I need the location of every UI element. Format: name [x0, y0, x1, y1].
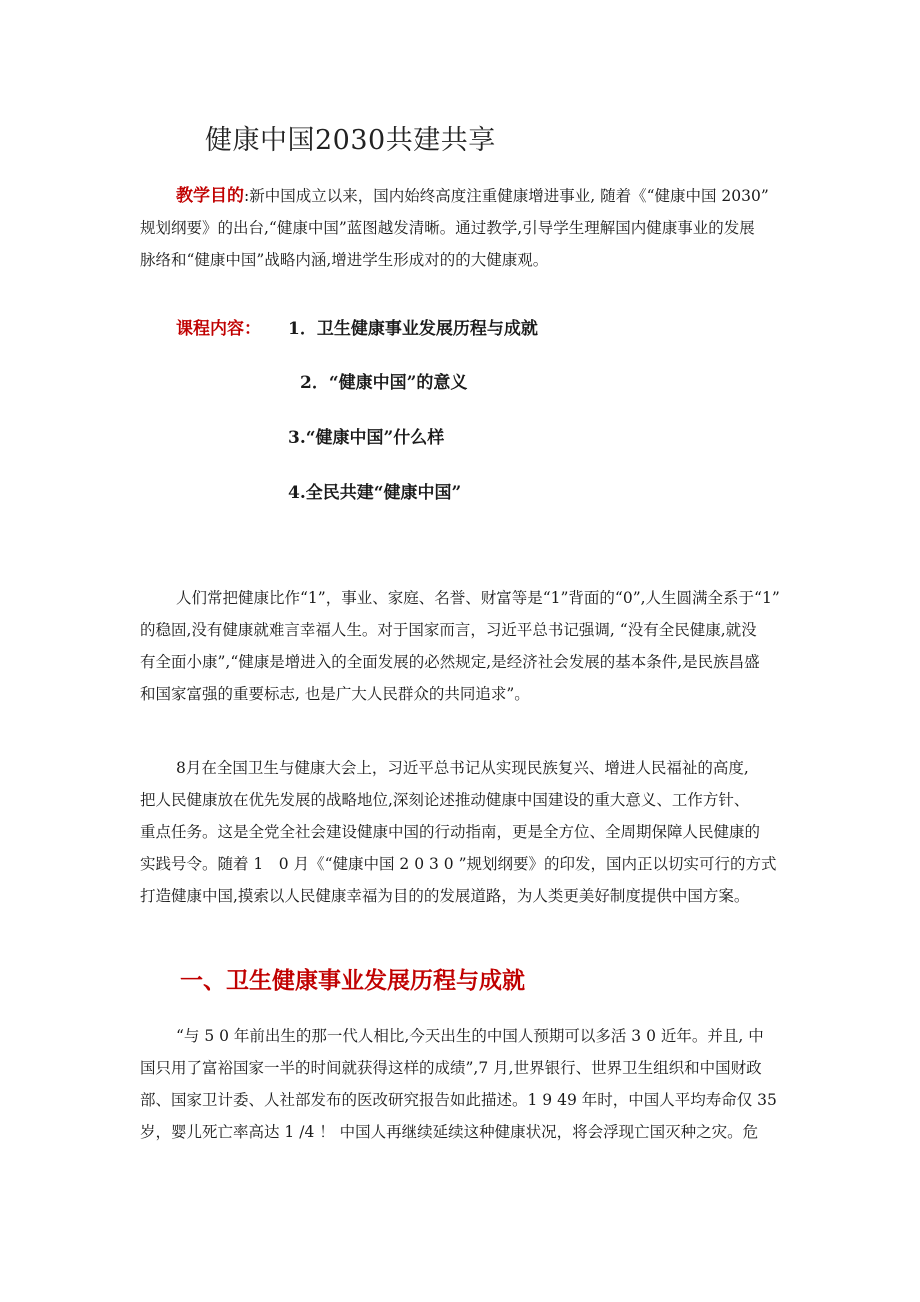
section-heading-1: 一、卫生健康事业发展历程与成就: [180, 967, 525, 994]
paragraph1-line-2: 的稳固,没有健康就难言幸福人生。对于国家而言，习近平总书记强调, “没有全民健康,就没: [140, 621, 757, 639]
body-paragraph-2: [140, 752, 780, 912]
paragraph1-line-1: 人们常把健康比作“1”，事业、家庭、名誉、财富等是“1”背面的“0”,人生圆满全系于“1”: [176, 589, 780, 607]
paragraph3-line-4: 岁，婴儿死亡率高达 1 /4 ！ 中国人再继续延续这种健康状况，将会浮现亡国灭种之灾。危: [140, 1123, 759, 1141]
course-item-4: 4.全民共建“健康中国”: [288, 483, 462, 503]
paragraph2-line-1: 8月在全国卫生与健康大会上，习近平总书记从实现民族复兴、增进人民福祉的高度,: [176, 759, 749, 777]
course-item-3: 3.“健康中国”什么样: [288, 428, 445, 448]
document-title: 健康中国2030共建共享: [205, 125, 496, 156]
paragraph1-line-3: 有全面小康”,“健康是增进入的全面发展的必然规定,是经济社会发展的基本条件,是民族昌盛: [140, 653, 760, 671]
paragraph2-line-5: 打造健康中国,摸索以人民健康幸福为目的的发展道路，为人类更美好制度提供中国方案。: [140, 887, 750, 905]
paragraph1-line-4: 和国家富强的重要标志, 也是广大人民群众的共同追求”。: [140, 685, 530, 703]
objective-text-1: :新中国成立以来，国内始终高度注重健康增进事业, 随着《“健康中国 2030”: [244, 187, 769, 205]
objective-line-3: 脉络和“健康中国”战略内涵,增进学生形成对的的大健康观。: [140, 251, 549, 269]
paragraph3-line-1: “与 5 0 年前出生的那一代人相比,今天出生的中国人预期可以多活 3 0 近年。并且, 中: [176, 1027, 764, 1045]
course-item-2: 2．“健康中国”的意义: [300, 373, 468, 393]
objective-label: 教学目的: [176, 186, 244, 206]
teaching-objective-paragraph: [140, 180, 780, 276]
body-paragraph-1: [140, 582, 780, 710]
paragraph2-line-3: 重点任务。这是全党全社会建设健康中国的行动指南，更是全方位、全周期保障人民健康的: [140, 823, 761, 841]
paragraph2-line-2: 把人民健康放在优先发展的战略地位,深刻论述推动健康中国建设的重大意义、工作方针、: [140, 791, 750, 809]
paragraph3-line-3: 部、国家卫计委、人社部发布的医改研究报告如此描述。1 9 49 年时，中国人平均寿命仅 35: [140, 1091, 777, 1109]
objective-line-1: [140, 180, 780, 212]
body-paragraph-3: [140, 1020, 780, 1148]
paragraph3-line-2: 国只用了富裕国家一半的时间就获得这样的成绩”,7 月,世界银行、世界卫生组织和中国财政: [140, 1059, 762, 1077]
paragraph2-line-4: 实践号令。随着 1 0 月《“健康中国 2 0 3 0 ”规划纲要》的印发，国内正以切实可行的方式: [140, 855, 777, 873]
objective-line-2: 规划纲要》的出台,“健康中国”蓝图越发清晰。通过教学,引导学生理解国内健康事业的发展: [140, 219, 755, 237]
course-content-label: 课程内容：: [176, 319, 261, 339]
course-item-1: 1．卫生健康事业发展历程与成就: [288, 319, 538, 339]
